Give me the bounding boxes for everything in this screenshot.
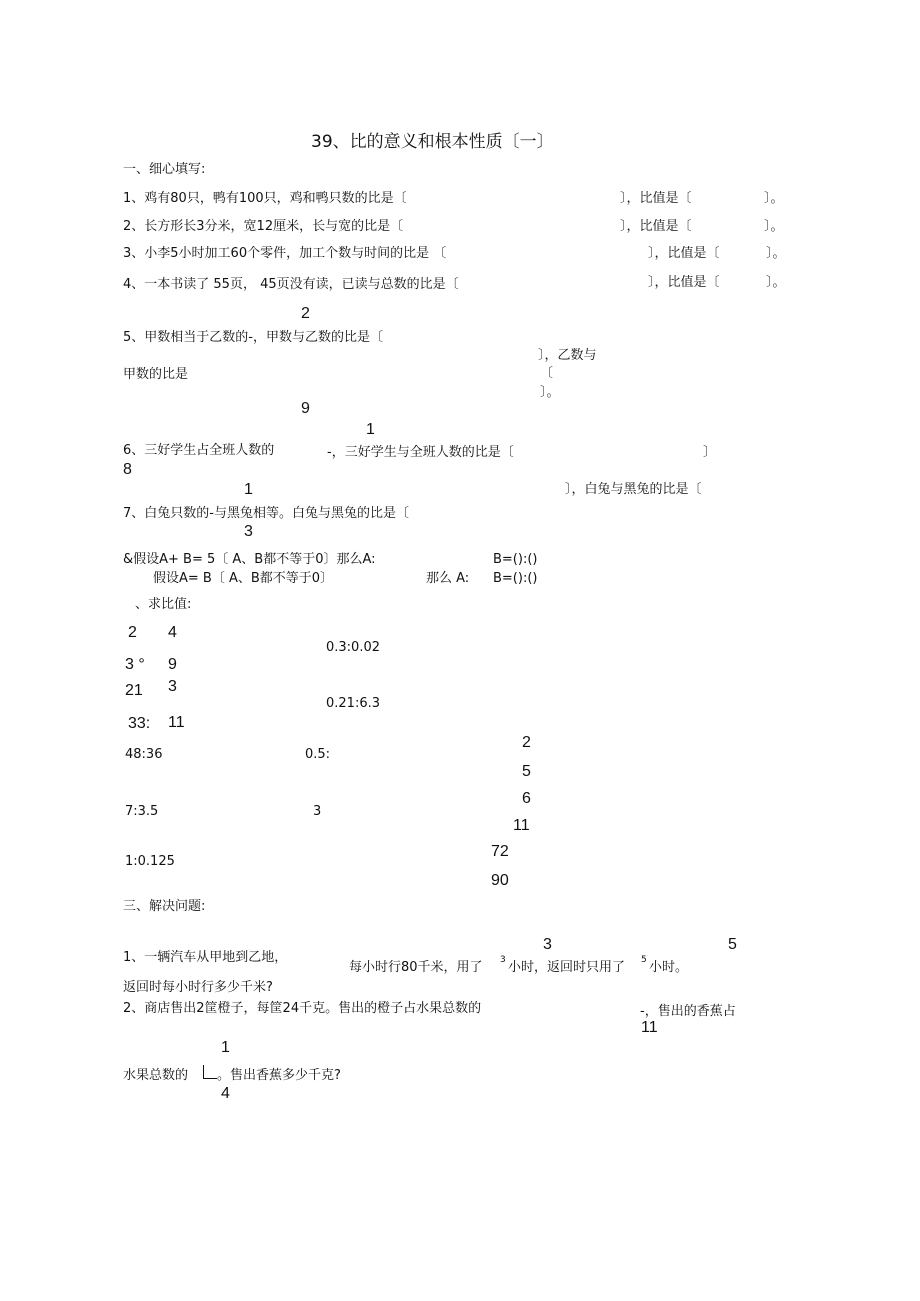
ratio-value: 6: [522, 790, 531, 807]
ratio-value: 11: [168, 714, 185, 731]
question-8b-mid: 那么 A:: [426, 571, 470, 586]
problem-1-fraction-top: 5: [728, 936, 737, 953]
problem-1-mid: 每小时行80千米，用了: [349, 960, 483, 975]
ratio-value: 33:: [128, 715, 151, 732]
question-1-close: 〕，比值是〔: [620, 191, 692, 206]
question-5-line2: 甲数的比是: [123, 367, 189, 382]
ratio-value: 11: [513, 817, 530, 834]
problem-2-right-denominator: 11: [641, 1019, 658, 1036]
question-7-fraction-numerator: 1: [244, 481, 253, 498]
problem-2-fraction-numerator: 1: [221, 1039, 230, 1056]
ratio-item: 0.5:: [305, 747, 331, 762]
question-7-close: 〕，白兔与黑兔的比是〔: [565, 482, 702, 497]
section-heading-fill: 一、细心填写:: [123, 162, 206, 177]
ratio-value: 3 °: [125, 656, 145, 673]
ratio-item: 3: [313, 804, 322, 819]
question-5-fraction-numerator: 2: [301, 305, 310, 322]
question-6-dash: -，三好学生与全班人数的比是〔: [327, 445, 514, 460]
question-5-end2: 〕。: [540, 385, 560, 400]
question-6: 6、三好学生占全班人数的: [123, 443, 275, 458]
question-1-end: 〕。: [764, 191, 784, 206]
problem-1-fraction-top: 3: [543, 936, 552, 953]
ratio-value: 2: [128, 624, 137, 641]
ratio-value: 21: [125, 683, 143, 695]
question-5-open2: 〔: [540, 366, 554, 381]
question-4: 4、一本书读了 55页， 45页没有读，已读与总数的比是〔: [123, 277, 459, 292]
question-6-fraction-numerator: 1: [366, 421, 375, 438]
problem-1: 1、一辆汽车从甲地到乙地，: [123, 950, 288, 965]
page-title: 39、比的意义和根本性质〔一〕: [311, 132, 554, 152]
problem-2-line2a: 水果总数的: [123, 1068, 189, 1083]
question-8a-tail: B=():(): [493, 552, 538, 567]
section-heading-solve: 三、解决问题:: [123, 899, 206, 914]
problem-1-mid2: 小时，返回时只用了: [508, 960, 626, 975]
ratio-item: 1:0.125: [125, 854, 175, 869]
ratio-value: 3: [168, 678, 177, 695]
question-3-close: 〕，比值是〔: [648, 246, 720, 261]
ratio-value: 5: [522, 763, 531, 780]
problem-2-fraction-denominator: 4: [221, 1085, 230, 1102]
section-heading-ratio: 、求比值:: [135, 597, 192, 612]
ratio-item: 0.3:0.02: [326, 640, 380, 655]
ratio-value: 72: [491, 843, 509, 860]
question-7: 7、白兔只数的-与黑兔相等。白兔与黑兔的比是〔: [123, 506, 409, 521]
ratio-value: 4: [168, 624, 177, 641]
question-5-fraction-denominator: 9: [301, 400, 310, 417]
fraction-bar: [203, 1065, 204, 1079]
ratio-item: 0.21:6.3: [326, 697, 380, 709]
ratio-item: 48:36: [125, 747, 163, 762]
ratio-value: 9: [168, 656, 177, 673]
problem-1-mid3: 小时。: [649, 960, 689, 975]
fraction-bar: [203, 1078, 217, 1079]
question-6-fraction-denominator: 8: [123, 461, 132, 478]
question-3-end: 〕。: [766, 246, 786, 261]
problem-1-sup: 3: [500, 955, 506, 965]
question-6-end: 〕: [703, 445, 717, 460]
ratio-value: 90: [491, 872, 509, 889]
problem-2-right: -，售出的香蕉占: [640, 1004, 736, 1019]
question-2-end: 〕。: [764, 219, 784, 234]
ratio-item: 7:3.5: [125, 804, 159, 819]
question-1: 1、鸡有80只，鸭有100只，鸡和鸭只数的比是〔: [123, 191, 407, 206]
problem-1-sup: 5: [641, 955, 647, 965]
question-8b-tail: B=():(): [493, 571, 538, 586]
problem-2: 2、商店售出2筐橙子，每筐24千克。售出的橙子占水果总数的: [123, 1001, 482, 1016]
question-5: 5、甲数相当于乙数的-，甲数与乙数的比是〔: [123, 330, 383, 345]
question-5-close: 〕，乙数与: [538, 348, 597, 363]
question-3: 3、小李5小时加工60个零件，加工个数与时间的比是 〔: [123, 246, 447, 261]
question-2: 2、长方形长3分米，宽12厘米，长与宽的比是〔: [123, 219, 404, 234]
question-2-close: 〕，比值是〔: [620, 219, 692, 234]
question-8a: &假设A+ B= 5〔 A、B都不等于0〕那么A:: [123, 552, 376, 567]
question-8b: 假设A= B〔 A、B都不等于0〕: [153, 571, 334, 586]
question-4-close: 〕，比值是〔: [648, 275, 720, 290]
problem-2-line2b: 。售出香蕉多少千克?: [217, 1068, 341, 1083]
ratio-value: 2: [522, 734, 531, 751]
question-7-fraction-denominator: 3: [244, 523, 253, 540]
problem-1-line2: 返回时每小时行多少千米?: [123, 980, 273, 995]
question-4-end: 〕。: [766, 275, 786, 290]
